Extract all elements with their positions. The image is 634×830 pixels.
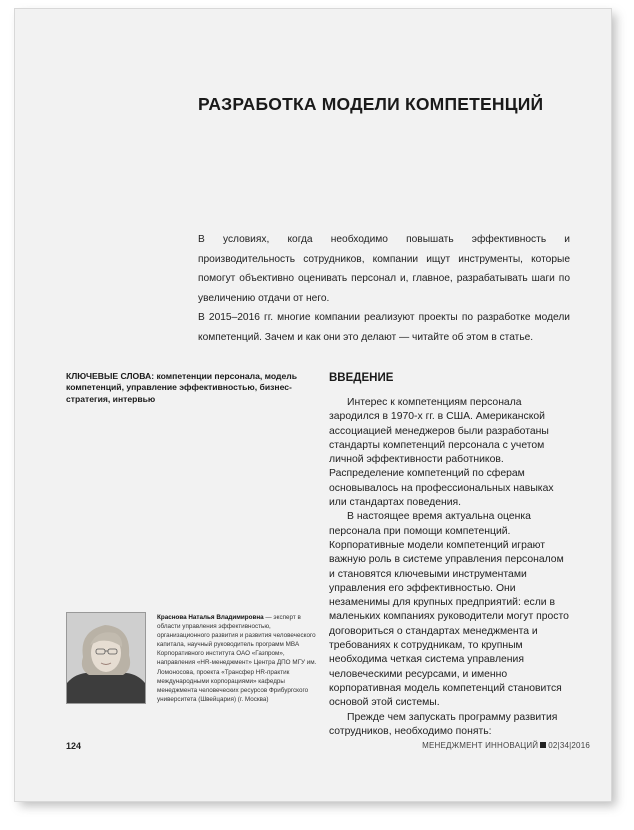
body-paragraph: В настоящее время актуальна оценка персонала при помощи компетенций. Корпоративные модели компетенций играют важную роль в системе управления персоналом и становятся ключевыми инструментами управления его эффективностью. Они незаменимы для крупных предприятий: если в маленьких компаниях руководители могут просто договориться о стандартах менеджмента и требованиях к сотрудникам, то крупным необходима четкая система управления человеческими ресурсами, и именно корпоративная модель компетенций становится основой этой системы. (329, 511, 569, 709)
article-title: РАЗРАБОТКА МОДЕЛИ КОМПЕТЕНЦИЙ (198, 94, 544, 114)
square-icon (540, 742, 546, 748)
journal-footer (422, 741, 590, 750)
journal-issue: 02|34|2016 (548, 741, 590, 750)
page-number: 124 (66, 741, 82, 751)
journal-name: МЕНЕДЖМЕНТ ИННОВАЦИЙ (422, 741, 539, 750)
lead-paragraph: В 2015–2016 гг. многие компании реализуют проекты по разработке модели компетенций. Зачем и как они это делают — читайте об этом в статье. (198, 312, 570, 343)
body-paragraph: Прежде чем запускать программу развития сотрудников, необходимо понять: (329, 711, 558, 737)
article-lead (198, 230, 570, 348)
author-portrait-image (67, 613, 145, 703)
author-photo (66, 612, 146, 704)
author-name: Краснова Наталья Владимировна (157, 614, 264, 621)
author-info (157, 613, 323, 704)
article-body (329, 396, 571, 739)
section-heading: ВВЕДЕНИЕ (329, 372, 394, 384)
keywords: КЛЮЧЕВЫЕ СЛОВА: компетенции персонала, модель компетенций, управление эффективностью, бизнес-стратегия, интервью (66, 371, 298, 404)
lead-paragraph: В условиях, когда необходимо повышать эффективность и производительность сотрудников, компании ищут инструменты, которые помогут объективно оценивать персонал и, главное, разрабатывать шаги по увеличению отдачи от него. (198, 234, 570, 304)
author-bio: — эксперт в области управления эффективностью, организационного развития и развития человеческого капитала, научный руководитель программ MBA Корпоративного института ОАО «Газпром», направления «HR-менеджмент» Центра ДПО МГУ им. Ломоносова, проекта «Трансфер HR-практик международными корпорациями» кафедры менеджмента человеческих ресурсов Фрибургского университета (Швейцария) (г. Москва) (157, 614, 317, 703)
body-paragraph: Интерес к компетенциям персонала зародился в 1970-х гг. в США. Американской ассоциацией менеджеров были разработаны стандарты компетенций персонала с учетом личной эффективности работников. Распределение компетенций по сферам основывалось на профессиональных навыках или стандартах поведения. (329, 397, 554, 509)
